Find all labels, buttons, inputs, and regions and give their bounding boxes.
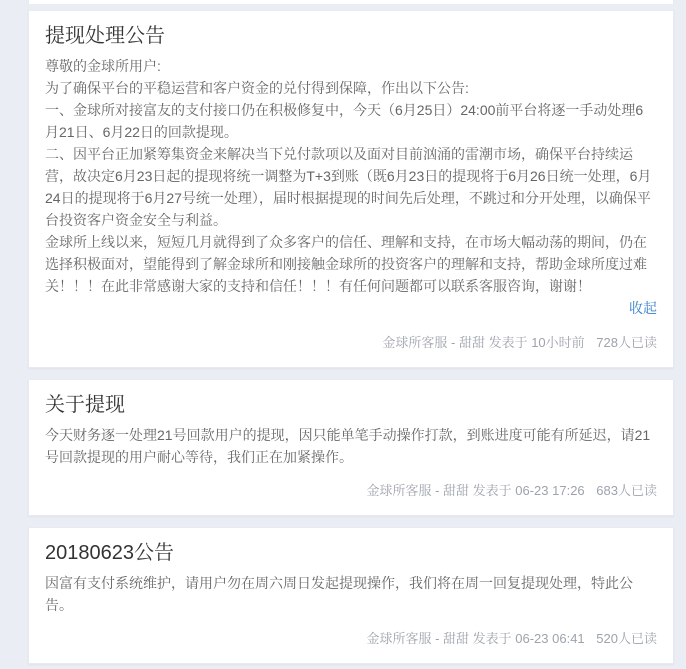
paragraph: 二、因平台正加紧筹集资金来解决当下兑付款项以及面对目前汹涌的雷潮市场，确保平台持续运营，故决定6月23日起的提现将统一调整为T+3到账（既6月23日的提现将于6月26日统一处理，6月24日的提现将于6月27号统一处理），届时根据提现的时间先后处理，不跳过和分开处理，以确保平台投资客户资金安全与利益。 <box>45 146 652 228</box>
meta-read-count: 728人已读 <box>596 335 657 350</box>
announcement-card-1 <box>28 10 674 368</box>
meta-published: 发表于 06-23 17:26 <box>472 483 585 498</box>
announcement-title: 20180623公告 <box>45 542 174 564</box>
paragraph: 金球所上线以来，短短几月就得到了众多客户的信任、理解和支持，在市场大幅动荡的期间，仍在选择积极面对，望能得到了解金球所和刚接触金球所的投资客户的理解和支持，帮助金球所度过难关！！！在此非常感谢大家的支持和信任！！！有任何问题都可以联系客服咨询，谢谢！ <box>45 234 647 294</box>
previous-card-bottom-edge <box>28 0 674 4</box>
paragraph: 为了确保平台的平稳运营和客户资金的兑付得到保障，作出以下公告: <box>45 80 469 96</box>
announcement-title: 关于提现 <box>45 394 125 416</box>
paragraph: 尊敬的金球所用户: <box>45 58 161 74</box>
paragraph: 一、金球所对接富友的支付接口仍在积极修复中，今天（6月25日）24:00前平台将逐一手动处理6月21日、6月22日的回款提现。 <box>45 102 644 140</box>
meta-read-count: 520人已读 <box>596 631 657 646</box>
paragraph: 今天财务逐一处理21号回款用户的提现，因只能单笔手动操作打款，到账进度可能有所延迟，请21号回款提现的用户耐心等待，我们正在加紧操作。 <box>45 427 651 465</box>
announcement-meta <box>45 334 657 351</box>
collapse-row <box>45 297 657 320</box>
paragraph: 因富有支付系统维护，请用户勿在周六周日发起提现操作，我们将在周一回复提现处理，特此公告。 <box>45 575 633 613</box>
announcement-meta <box>45 482 657 499</box>
announcement-title: 提现处理公告 <box>45 25 165 47</box>
collapse-link[interactable]: 收起 <box>629 300 657 316</box>
meta-author: 金球所客服 - 甜甜 <box>382 335 485 350</box>
meta-read-count: 683人已读 <box>596 483 657 498</box>
announcement-card-3 <box>28 527 674 664</box>
meta-published: 发表于 10小时前 <box>488 335 585 350</box>
announcement-body <box>45 572 657 616</box>
meta-published: 发表于 06-23 06:41 <box>472 631 585 646</box>
meta-author: 金球所客服 - 甜甜 <box>366 631 470 646</box>
announcement-meta <box>45 630 657 647</box>
meta-author: 金球所客服 - 甜甜 <box>366 483 470 498</box>
announcement-card-2 <box>28 379 674 516</box>
announcement-body <box>45 55 657 320</box>
announcement-body <box>45 424 657 468</box>
